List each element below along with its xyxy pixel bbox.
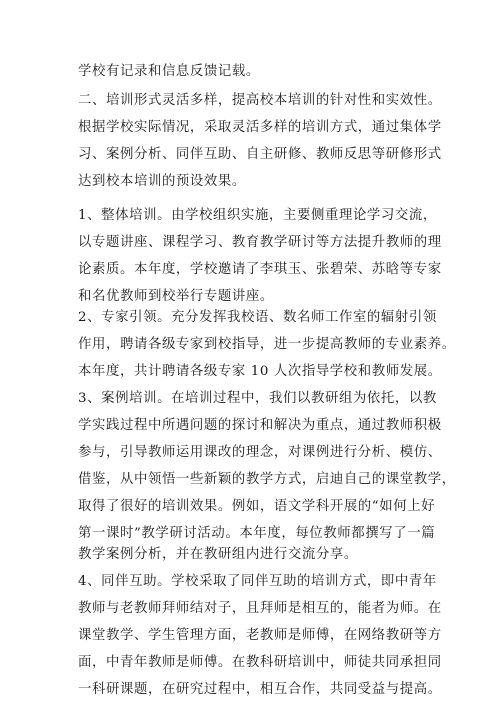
text-line: 根据学校实际情况，采取灵活多样的培训方式，通过集体学 (78, 120, 442, 135)
subsection-heading: 1、整体培训。由学校组织实施，主要侧重理论学习交流， (78, 208, 437, 223)
text-line: 和名优教师到校举行专题讲座。 (78, 289, 274, 304)
text-line: 参与，引导教师运用课改的理念，对课例进行分析、模仿、 (78, 445, 442, 460)
text-line: 达到校本培训的预设效果。 (78, 174, 246, 189)
text-line: 学实践过程中所遇问题的探讨和解决为重点，通过教师积极 (78, 418, 442, 433)
text-line: 以专题讲座、课程学习、教育教学研讨等方法提升教师的理 (78, 235, 442, 250)
text-line: 教学案例分析，并在教研组内进行交流分享。 (78, 547, 358, 562)
subsection-heading: 2、专家引领。充分发挥我校语、数名师工作室的辐射引领 (78, 310, 437, 325)
subsection-heading: 3、案例培训。在培训过程中，我们以教研组为依托，以教 (78, 391, 437, 406)
text-line: 第一课时”教学研讨活动。本年度，每位教师都撰写了一篇 (78, 526, 436, 541)
text-line: 课堂教学、学生管理方面，老教师是师傅，在网络教研等方 (78, 628, 442, 643)
text-line: 取得了很好的培训效果。例如，语文学科开展的“如何上好 (78, 499, 436, 514)
text-line: 教师与老教师拜师结对子，且拜师是相互的，能者为师。在 (78, 601, 442, 616)
text-line: 论素质。本年度，学校邀请了李琪玉、张碧荣、苏晗等专家 (78, 262, 442, 277)
section-heading: 二、培训形式灵活多样，提高校本培训的针对性和实效性。 (78, 93, 442, 108)
text-line: 习、案例分析、同伴互助、自主研修、教师反思等研修形式 (78, 147, 442, 162)
text-line: 面，中青年教师是师傅。在教科研培训中，师徒共同承担同 (78, 655, 442, 670)
text-line: 学校有记录和信息反馈记载。 (78, 64, 260, 79)
subsection-heading: 4、同伴互助。学校采取了同伴互助的培训方式，即中青年 (78, 574, 437, 589)
text-line: 本年度，共计聘请各级专家 10 人次指导学校和教师发展。 (78, 364, 442, 379)
text-line: 借鉴，从中领悟一些新颖的教学方式，启迪自己的课堂教学， (78, 472, 456, 487)
text-line: 作用，聘请各级专家到校指导，进一步提高教师的专业素养。 (78, 337, 456, 352)
text-line: 一科研课题，在研究过程中，相互合作，共同受益与提高。 (78, 682, 442, 697)
